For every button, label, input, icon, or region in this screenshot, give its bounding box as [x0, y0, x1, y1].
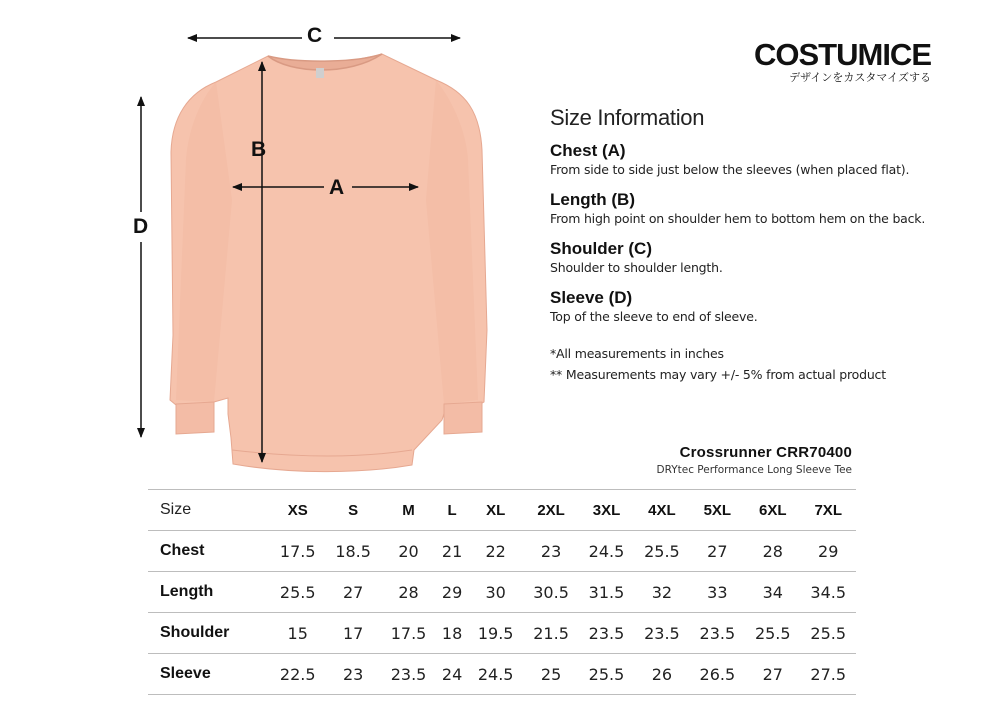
table-cell: 17.5: [381, 613, 436, 654]
table-cell: 25.5: [634, 531, 689, 572]
table-cell: 25.5: [800, 613, 856, 654]
row-label: Sleeve: [148, 654, 270, 695]
table-header-row: [148, 490, 856, 531]
size-header: 5XL: [690, 490, 745, 531]
cuff-right: [444, 402, 482, 434]
table-cell: 26: [634, 654, 689, 695]
table-cell: 23.5: [634, 613, 689, 654]
table-corner-label: Size: [148, 490, 270, 531]
table-cell: 15: [270, 613, 325, 654]
table-cell: 29: [800, 531, 856, 572]
product-name: Crossrunner CRR70400: [679, 444, 852, 461]
table-cell: 27: [325, 572, 380, 613]
table-cell: 23.5: [381, 654, 436, 695]
table-cell: 20: [381, 531, 436, 572]
size-header: 4XL: [634, 490, 689, 531]
table-cell: 27.5: [800, 654, 856, 695]
size-information: [550, 105, 990, 385]
size-header: XL: [468, 490, 523, 531]
table-cell: 23.5: [690, 613, 745, 654]
definition-shoulder: [550, 239, 990, 276]
table-cell: 18.5: [325, 531, 380, 572]
row-label: Length: [148, 572, 270, 613]
size-header: 3XL: [579, 490, 634, 531]
cuff-left: [176, 402, 214, 434]
table-cell: 31.5: [579, 572, 634, 613]
size-table: [148, 489, 856, 695]
notes: [550, 343, 990, 385]
size-header: 7XL: [800, 490, 856, 531]
size-header: M: [381, 490, 436, 531]
table-cell: 17: [325, 613, 380, 654]
definition-chest: [550, 141, 990, 178]
table-cell: 30.5: [523, 572, 578, 613]
definition-desc: Shoulder to shoulder length.: [550, 260, 723, 275]
table-cell: 28: [381, 572, 436, 613]
table-cell: 21: [436, 531, 468, 572]
table-cell: 34: [745, 572, 800, 613]
table-row-shoulder: [148, 613, 856, 654]
definition-length: [550, 190, 990, 227]
table-cell: 24: [436, 654, 468, 695]
note-variance: ** Measurements may vary +/- 5% from actual product: [550, 367, 886, 382]
definition-desc: From high point on shoulder hem to bottom hem on the back.: [550, 211, 926, 226]
size-header: 6XL: [745, 490, 800, 531]
table-cell: 34.5: [800, 572, 856, 613]
table-cell: 23: [325, 654, 380, 695]
label-b: B: [251, 138, 267, 161]
table-cell: 18: [436, 613, 468, 654]
neck-label: [316, 68, 324, 78]
size-header: XS: [270, 490, 325, 531]
product-info: [657, 444, 853, 476]
row-label: Chest: [148, 531, 270, 572]
note-units: *All measurements in inches: [550, 346, 724, 361]
table-cell: 24.5: [579, 531, 634, 572]
definition-term: Sleeve (D): [550, 288, 633, 307]
table-cell: 29: [436, 572, 468, 613]
size-header: L: [436, 490, 468, 531]
shirt-diagram: [0, 0, 540, 480]
label-a: A: [329, 176, 345, 199]
table-cell: 22.5: [270, 654, 325, 695]
table-cell: 33: [690, 572, 745, 613]
definition-desc: Top of the sleeve to end of sleeve.: [550, 309, 758, 324]
size-header: S: [325, 490, 380, 531]
product-subtitle: DRYtec Performance Long Sleeve Tee: [656, 464, 852, 476]
definition-desc: From side to side just below the sleeves (when placed flat).: [550, 162, 910, 177]
table-cell: 32: [634, 572, 689, 613]
table-cell: 30: [468, 572, 523, 613]
table-cell: 25.5: [745, 613, 800, 654]
row-label: Shoulder: [148, 613, 270, 654]
table-cell: 28: [745, 531, 800, 572]
table-cell: 26.5: [690, 654, 745, 695]
table-cell: 27: [690, 531, 745, 572]
definition-term: Length (B): [550, 190, 635, 209]
table-cell: 23.5: [579, 613, 634, 654]
table-cell: 25: [523, 654, 578, 695]
label-d: D: [133, 215, 149, 238]
table-cell: 22: [468, 531, 523, 572]
table-cell: 24.5: [468, 654, 523, 695]
table-row-sleeve: [148, 654, 856, 695]
definition-term: Chest (A): [550, 141, 626, 160]
table-row-chest: [148, 531, 856, 572]
table-cell: 23: [523, 531, 578, 572]
table-cell: 21.5: [523, 613, 578, 654]
table-cell: 25.5: [579, 654, 634, 695]
table-row-length: [148, 572, 856, 613]
table-cell: 17.5: [270, 531, 325, 572]
brand-name: COSTUMICE: [754, 37, 931, 72]
definition-sleeve: [550, 288, 990, 325]
label-c: C: [307, 24, 323, 47]
info-title: Size Information: [550, 105, 705, 130]
table-cell: 19.5: [468, 613, 523, 654]
size-header: 2XL: [523, 490, 578, 531]
table-cell: 27: [745, 654, 800, 695]
table-cell: 25.5: [270, 572, 325, 613]
brand-tagline: デザインをカスタマイズする: [789, 71, 931, 84]
brand-logo: [746, 38, 931, 84]
definition-term: Shoulder (C): [550, 239, 652, 258]
